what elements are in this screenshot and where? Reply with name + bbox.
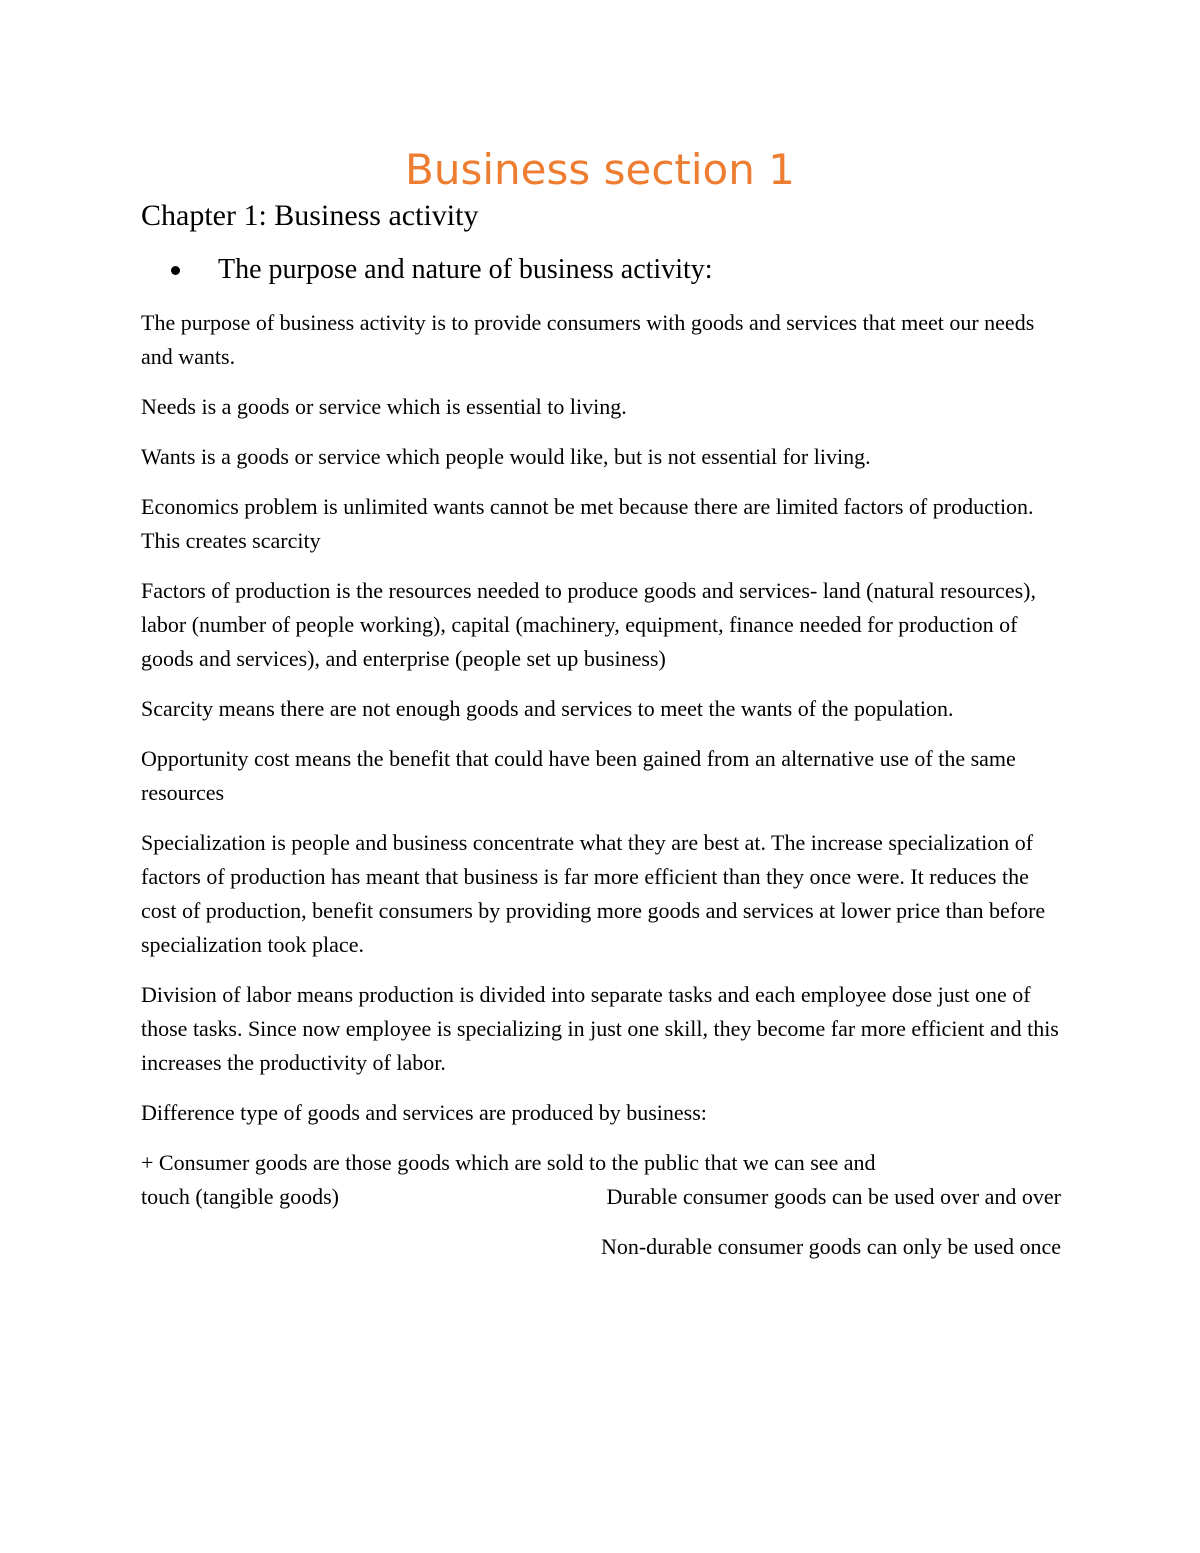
paragraph-consumer-goods — [141, 1146, 1061, 1214]
paragraph-division-of-labor: Division of labor means production is divided into separate tasks and each employee dose just one of those tasks. Since now employee is specializing in just one skill, they become far more efficient and this increases the productivity of labor. — [141, 982, 1059, 1075]
non-durable-goods-text: Non-durable consumer goods can only be used once — [600, 1234, 1061, 1259]
consumer-goods-line-1: + Consumer goods are those goods which are sold to the public that we can see and — [141, 1150, 876, 1175]
bullet-item — [171, 250, 1071, 290]
paragraph-goods-types: Difference type of goods and services are produced by business: — [141, 1100, 707, 1125]
consumer-goods-tangible: touch (tangible goods) — [141, 1184, 339, 1209]
bullet-text: The purpose and nature of business activity: — [218, 254, 713, 285]
bullet-icon — [171, 266, 180, 275]
durable-goods-text: Durable consumer goods can be used over and over — [606, 1184, 1061, 1209]
consumer-goods-line-2 — [141, 1180, 1061, 1214]
document-body — [141, 194, 1071, 1264]
paragraph-purpose: The purpose of business activity is to provide consumers with goods and services that meet our needs and wants. — [141, 310, 1035, 369]
chapter-heading: Chapter 1: Business activity — [141, 199, 479, 232]
paragraph-factors-of-production: Factors of production is the resources needed to produce goods and services- land (natural resources), labor (number of people working), capital (machinery, equipment, finance needed for production of goods and services), and enterprise (people set up business) — [141, 578, 1036, 671]
paragraph-specialization: Specialization is people and business concentrate what they are best at. The increase specialization of factors of production has meant that business is far more efficient than they once were. It reduces the cost of production, benefit consumers by providing more goods and services at lower price than before specialization took place. — [141, 830, 1046, 957]
paragraph-wants: Wants is a goods or service which people would like, but is not essential for living. — [141, 444, 871, 469]
paragraph-economics-problem: Economics problem is unlimited wants cannot be met because there are limited factors of production. This creates scarcity — [141, 494, 1034, 553]
document-title: Business section 1 — [405, 145, 795, 194]
paragraph-scarcity: Scarcity means there are not enough goods and services to meet the wants of the population. — [141, 696, 954, 721]
paragraph-opportunity-cost: Opportunity cost means the benefit that could have been gained from an alternative use of the same resources — [141, 746, 1016, 805]
paragraph-needs: Needs is a goods or service which is essential to living. — [141, 394, 627, 419]
